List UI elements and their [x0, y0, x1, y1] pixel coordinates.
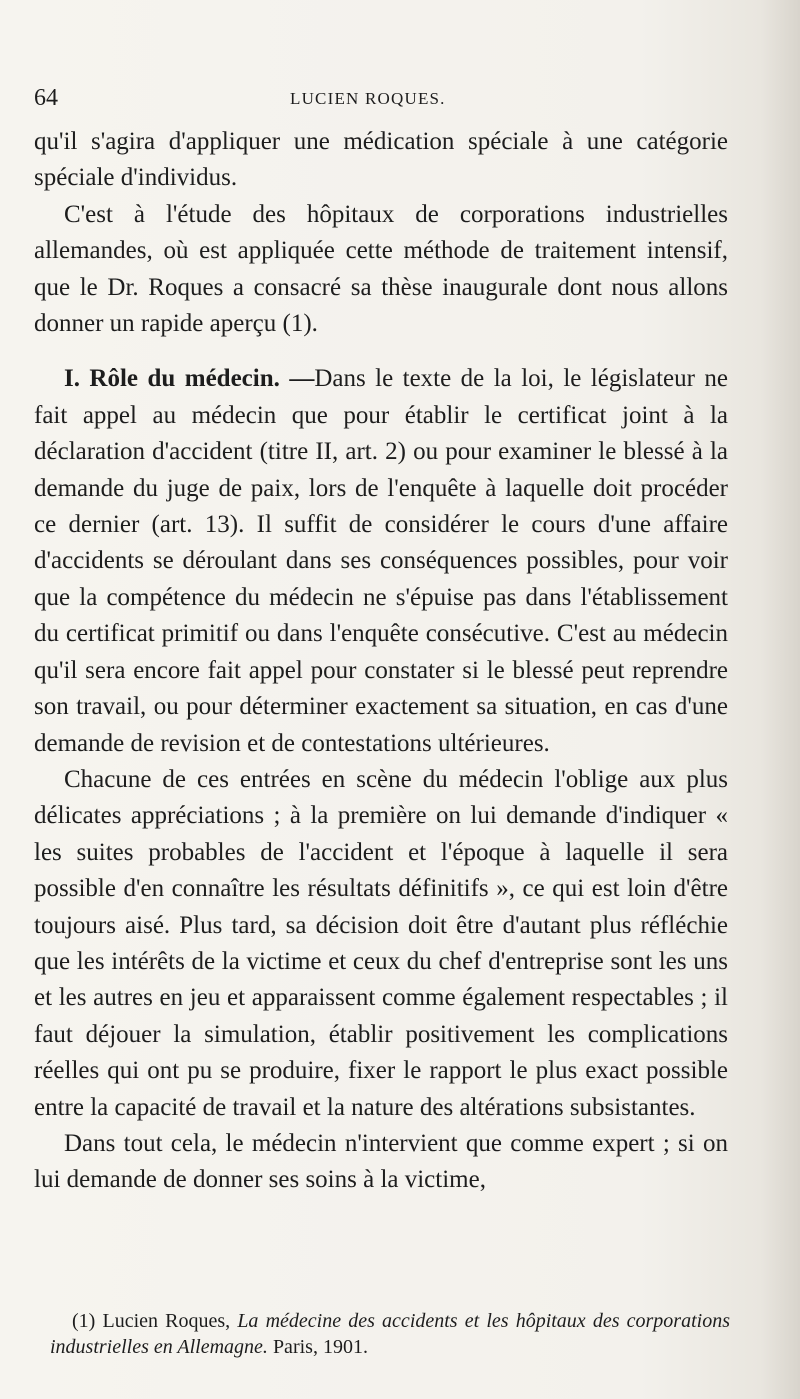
footnote-marker: (1) Lucien Roques, — [72, 1310, 231, 1332]
paragraph-expert: Dans tout cela, le médecin n'intervient que comme expert ; si on lui demande de donner ses soins à la victime, — [34, 1129, 728, 1194]
section-heading: I. Rôle du médecin. — — [64, 365, 315, 393]
footnote-tail: Paris, 1901. — [272, 1336, 368, 1358]
running-head: LUCIEN ROQUES. — [290, 89, 446, 108]
paragraph-continuation: qu'il s'agira d'appliquer une médication spéciale à une catégorie spéciale d'individus. — [34, 128, 728, 192]
section-1-text: Dans le texte de la loi, le législateur ne fait appel au médecin que pour établir le certificat joint à la déclaration d'accident (titre II, art. 2) ou pour examiner le blessé à la demande du juge de paix, lors de l'enquête à laquelle doit procéder ce dernier (art. 13). Il suffit de considérer le cours d'une affaire d'accidents se déroulant dans ses conséquences possibles, pour voir que la compétence du médecin ne s'épuise pas dans l'établissement du certificat primitif ou dans l'enquête consécutive. C'est au médecin qu'il sera encore fait appel pour constater si le blessé peut reprendre son travail, ou pour déterminer exactement sa situation, en cas d'une demande de revision et de contestations ultérieures. — [34, 365, 728, 757]
paragraph-thesis-intro: C'est à l'étude des hôpitaux de corporations industrielles allemandes, où est appliquée cette méthode de traitement intensif, que le Dr. Roques a consacré sa thèse inaugurale dont nous allons donner un rapide aperçu (1). — [34, 200, 728, 338]
paragraph-section-1 — [34, 361, 728, 761]
footnote-title: La médecine des accidents et les hôpitaux des corporations industrielles en Allemagne. — [50, 1310, 730, 1358]
page-number: 64 — [34, 85, 58, 111]
page-header — [34, 85, 734, 119]
paragraph-appreciations: Chacune de ces entrées en scène du médecin l'oblige aux plus délicates appréciations ; à la première on lui demande d'indiquer « les suites probables de l'accident et l'époque à laquelle il sera possible d'en connaître les résultats définitifs », ce qui est loin d'être toujours aisé. Plus tard, sa décision doit être d'autant plus réfléchie que les intérêts de la victime et ceux du chef d'entreprise sont les uns et les autres en jeu et apparaissent comme également respectables ; il faut déjouer la simulation, établir positivement les complications réelles qui ont pu se produire, fixer le rapport le plus exact possible entre la capacité de travail et la nature des altérations subsistantes. — [34, 765, 728, 1121]
footnote — [50, 1308, 730, 1360]
body-text — [34, 124, 728, 1199]
